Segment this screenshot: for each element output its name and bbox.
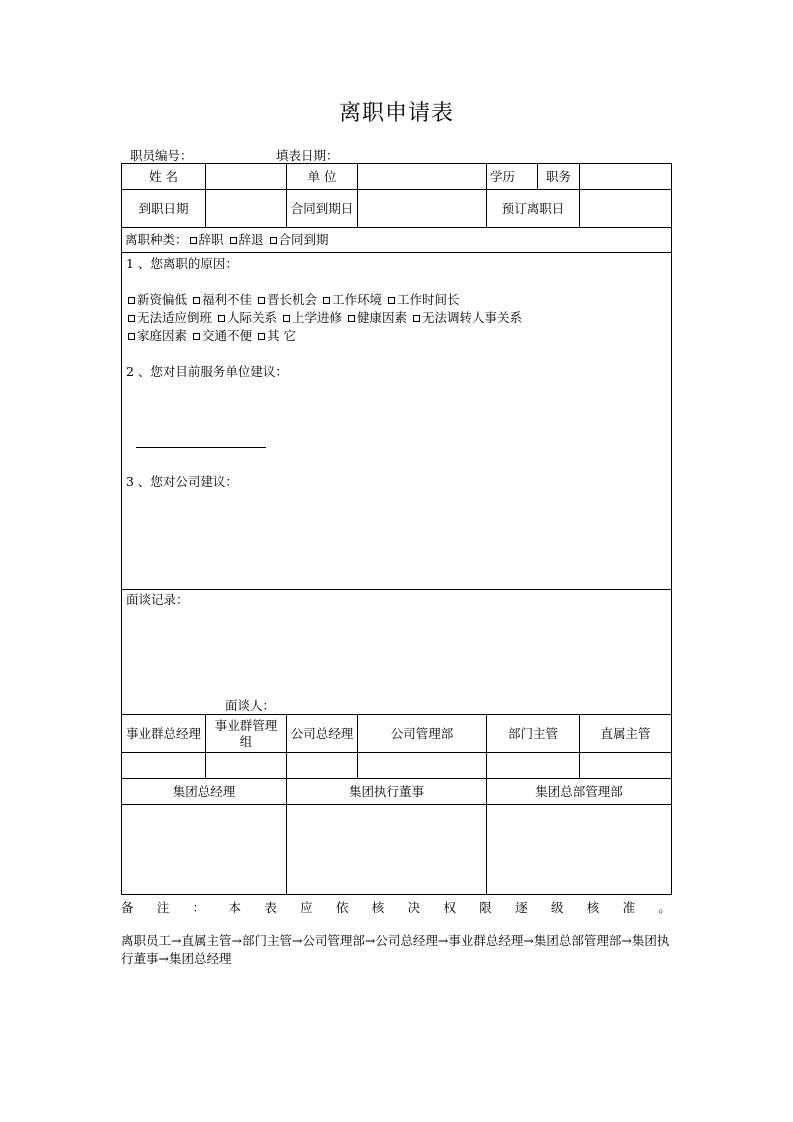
name-field[interactable]: [206, 164, 287, 190]
group-sign-cell[interactable]: [122, 805, 287, 895]
checkbox-icon[interactable]: [190, 237, 197, 244]
resignation-form: [121, 163, 672, 895]
note-char: 备: [121, 900, 134, 915]
approval-sign-cell[interactable]: [206, 753, 287, 779]
checkbox-icon[interactable]: [128, 315, 135, 322]
checkbox-icon[interactable]: [193, 297, 200, 304]
group-sign-cell[interactable]: [487, 805, 672, 895]
reason-option: 交通不便: [202, 328, 253, 343]
join-date-field[interactable]: [206, 190, 287, 228]
contract-end-field[interactable]: [358, 190, 487, 228]
reason-option: 其 它: [267, 328, 296, 343]
checkbox-icon[interactable]: [128, 297, 135, 304]
note-char: 决: [407, 900, 421, 915]
note-char: 本: [228, 900, 241, 915]
reason-option: 人际关系: [227, 310, 278, 325]
reason-option: 无法适应倒班: [137, 310, 213, 325]
reason-option: 晋长机会: [267, 292, 318, 307]
checkbox-icon[interactable]: [230, 237, 237, 244]
checkbox-icon[interactable]: [258, 297, 265, 304]
unit-field[interactable]: [358, 164, 487, 190]
note-char: 准: [622, 900, 636, 915]
position-label: 职务: [538, 164, 580, 190]
interview-section: [122, 590, 672, 715]
approval-header: 直属主管: [580, 715, 672, 753]
checkbox-icon[interactable]: [413, 315, 420, 322]
reason-line-1: [126, 291, 667, 309]
note-char: 核: [371, 900, 385, 915]
checkbox-icon[interactable]: [193, 333, 200, 340]
approval-header: 事业群管理组: [206, 715, 287, 753]
checkbox-icon[interactable]: [388, 297, 395, 304]
note-char: 逐: [515, 900, 528, 915]
approval-sign-cell[interactable]: [358, 753, 487, 779]
group-approval-header: 集团执行董事: [287, 779, 487, 805]
note-char: 应: [300, 900, 313, 915]
resign-option: 辞职: [198, 232, 224, 247]
fill-date-label: 填表日期：: [276, 148, 339, 163]
reason-option: 健康因素: [357, 310, 408, 325]
note-char: 依: [335, 900, 349, 915]
resign-option: 合同到期: [278, 232, 329, 247]
reason-option: 无法调转人事关系: [422, 310, 523, 325]
reason-option: 新资偏低: [137, 292, 188, 307]
checkbox-icon[interactable]: [283, 315, 290, 322]
resign-option: 辞退: [238, 232, 264, 247]
contract-end-label: 合同到期日: [287, 190, 358, 228]
unit-label: 单 位: [287, 164, 358, 190]
approval-sign-cell[interactable]: [487, 753, 580, 779]
note-char: 限: [479, 900, 492, 915]
note-char: ：: [192, 900, 206, 915]
reason-option: 工作环境: [332, 292, 383, 307]
education-label: 学历: [487, 164, 538, 190]
resign-type-label: 离职种类：: [125, 232, 188, 247]
note-char: 核: [586, 900, 600, 915]
note-char: 权: [443, 900, 456, 915]
group-approval-header: 集团总经理: [122, 779, 287, 805]
page-title: 离职申请表: [338, 101, 454, 126]
planned-leave-field[interactable]: [580, 190, 672, 228]
note-char: 级: [550, 900, 564, 915]
checkbox-icon[interactable]: [218, 315, 225, 322]
group-approval-header: 集团总部管理部: [487, 779, 672, 805]
checkbox-icon[interactable]: [323, 297, 330, 304]
checkbox-icon[interactable]: [258, 333, 265, 340]
planned-leave-label: 预订离职日: [487, 190, 580, 228]
name-label: 姓 名: [122, 164, 206, 190]
reason-line-2: [126, 309, 667, 327]
checkbox-icon[interactable]: [128, 333, 135, 340]
note-char: 。: [658, 900, 671, 915]
question-2: 2 、您对目前服务单位建议：: [126, 364, 288, 379]
checkbox-icon[interactable]: [270, 237, 277, 244]
interviewer-label: 面谈人：: [225, 698, 276, 713]
note-char: 表: [264, 900, 277, 915]
approval-header: 公司总经理: [287, 715, 358, 753]
resign-type-row: [122, 228, 672, 253]
group-sign-cell[interactable]: [287, 805, 487, 895]
position-field[interactable]: [580, 164, 672, 190]
approval-header: 事业群总经理: [122, 715, 206, 753]
approval-header: 公司管理部: [358, 715, 487, 753]
approval-header: 部门主管: [487, 715, 580, 753]
reasons-section: [122, 253, 672, 590]
approval-sign-cell[interactable]: [580, 753, 672, 779]
interview-label: 面谈记录：: [126, 592, 189, 607]
reason-option: 工作时间长: [397, 292, 460, 307]
approval-sign-cell[interactable]: [287, 753, 358, 779]
employee-no-label: 职员编号：: [130, 148, 193, 163]
reason-option: 家庭因素: [137, 328, 188, 343]
join-date-label: 到职日期: [122, 190, 206, 228]
signature-line: [136, 446, 266, 448]
reason-line-3: [126, 327, 667, 345]
notes-line: [121, 898, 671, 916]
reason-option: 上学进修: [292, 310, 343, 325]
question-1: 1 、您离职的原因：: [126, 256, 238, 271]
question-3: 3 、您对公司建议：: [126, 474, 238, 489]
reason-option: 福利不佳: [202, 292, 253, 307]
suggestion-unit-area[interactable]: [126, 381, 667, 435]
approval-flow: 离职员工→直属主管→部门主管→公司管理部→公司总经理→事业群总经理→集团总部管理部→集团执行董事→集团总经理: [121, 933, 670, 966]
checkbox-icon[interactable]: [348, 315, 355, 322]
approval-sign-cell[interactable]: [122, 753, 206, 779]
note-char: 注: [156, 900, 170, 915]
